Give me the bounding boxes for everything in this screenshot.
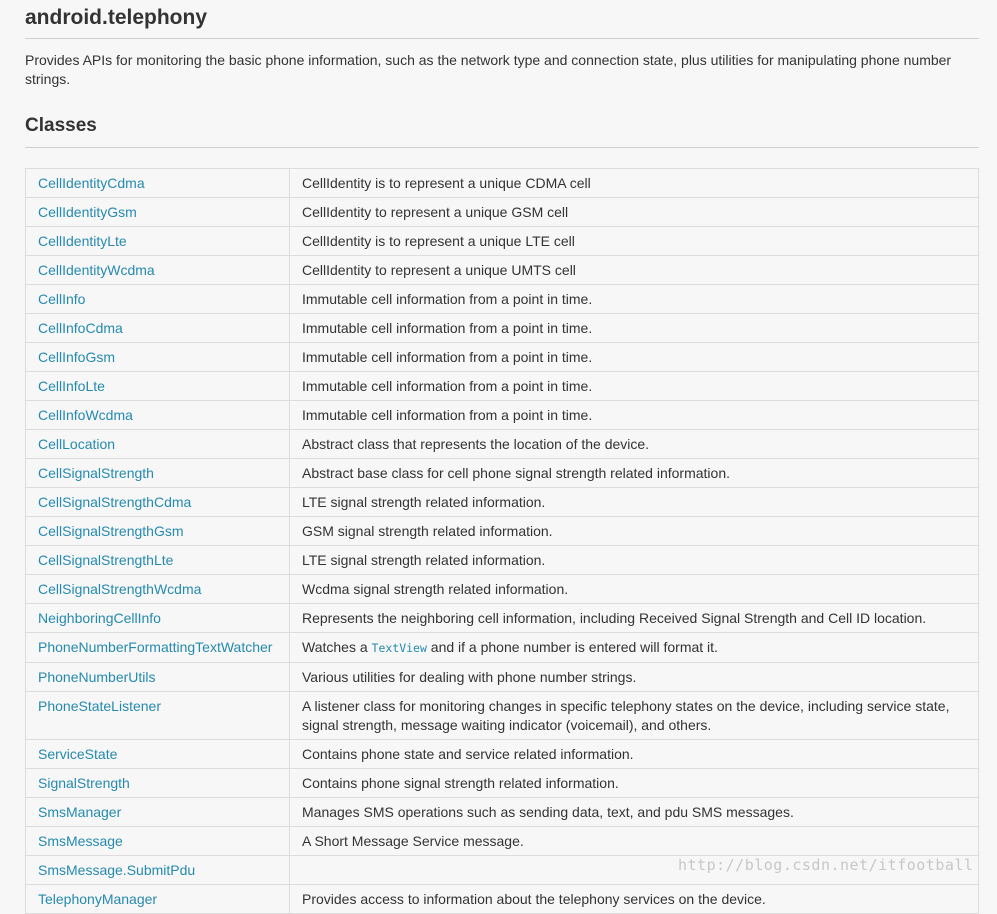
classes-heading: Classes bbox=[25, 115, 979, 148]
class-link[interactable]: ServiceState bbox=[38, 746, 118, 762]
table-row bbox=[26, 343, 979, 372]
table-row bbox=[26, 198, 979, 227]
class-name-cell bbox=[26, 430, 290, 459]
class-description: Immutable cell information from a point in time. bbox=[290, 343, 979, 372]
class-description: CellIdentity is to represent a unique LTE cell bbox=[290, 227, 979, 256]
classes-table-body bbox=[26, 169, 979, 914]
class-link[interactable]: CellSignalStrength bbox=[38, 465, 154, 481]
class-link[interactable]: CellIdentityLte bbox=[38, 233, 127, 249]
class-description: Immutable cell information from a point in time. bbox=[290, 314, 979, 343]
class-description: Abstract base class for cell phone signal strength related information. bbox=[290, 459, 979, 488]
table-row bbox=[26, 285, 979, 314]
class-name-cell bbox=[26, 372, 290, 401]
table-row bbox=[26, 692, 979, 740]
class-link[interactable]: CellSignalStrengthLte bbox=[38, 552, 174, 568]
class-name-cell bbox=[26, 256, 290, 285]
class-link[interactable]: CellInfoGsm bbox=[38, 349, 116, 365]
class-link[interactable]: CellLocation bbox=[38, 436, 116, 452]
description-text: Watches a bbox=[302, 639, 372, 655]
class-name-cell bbox=[26, 546, 290, 575]
watermark: http://blog.csdn.net/itfootball bbox=[678, 856, 974, 874]
class-description: Manages SMS operations such as sending data, text, and pdu SMS messages. bbox=[290, 798, 979, 827]
class-name-cell bbox=[26, 343, 290, 372]
class-link[interactable]: PhoneNumberFormattingTextWatcher bbox=[38, 639, 273, 655]
class-description: LTE signal strength related information. bbox=[290, 546, 979, 575]
class-name-cell bbox=[26, 314, 290, 343]
table-row bbox=[26, 488, 979, 517]
table-row bbox=[26, 314, 979, 343]
class-name-cell bbox=[26, 885, 290, 914]
class-description: A Short Message Service message. bbox=[290, 827, 979, 856]
class-name-cell bbox=[26, 692, 290, 740]
class-description: Contains phone signal strength related information. bbox=[290, 769, 979, 798]
class-name-cell bbox=[26, 169, 290, 198]
class-name-cell bbox=[26, 198, 290, 227]
class-link[interactable]: CellIdentityGsm bbox=[38, 204, 137, 220]
class-name-cell bbox=[26, 285, 290, 314]
class-description: A listener class for monitoring changes in specific telephony states on the device, including service state, signal strength, message waiting indicator (voicemail), and others. bbox=[290, 692, 979, 740]
table-row bbox=[26, 885, 979, 914]
class-link[interactable]: CellSignalStrengthWcdma bbox=[38, 581, 202, 597]
description-text: and if a phone number is entered will format it. bbox=[426, 639, 718, 655]
table-row bbox=[26, 827, 979, 856]
class-name-cell bbox=[26, 604, 290, 633]
class-link[interactable]: CellIdentityCdma bbox=[38, 175, 145, 191]
class-description: Provides access to information about the telephony services on the device. bbox=[290, 885, 979, 914]
class-description: Immutable cell information from a point in time. bbox=[290, 285, 979, 314]
class-link[interactable]: PhoneStateListener bbox=[38, 698, 161, 714]
class-link[interactable]: CellInfoWcdma bbox=[38, 407, 133, 423]
class-description: CellIdentity to represent a unique UMTS cell bbox=[290, 256, 979, 285]
package-title: android.telephony bbox=[25, 0, 979, 39]
class-name-cell bbox=[26, 663, 290, 692]
class-description: CellIdentity to represent a unique GSM cell bbox=[290, 198, 979, 227]
table-row bbox=[26, 401, 979, 430]
table-row bbox=[26, 372, 979, 401]
class-description: Immutable cell information from a point in time. bbox=[290, 401, 979, 430]
table-row bbox=[26, 798, 979, 827]
table-row bbox=[26, 604, 979, 633]
class-name-cell bbox=[26, 488, 290, 517]
class-description: LTE signal strength related information. bbox=[290, 488, 979, 517]
class-link[interactable]: TelephonyManager bbox=[38, 891, 158, 907]
table-row bbox=[26, 459, 979, 488]
class-description bbox=[290, 633, 979, 663]
class-name-cell bbox=[26, 227, 290, 256]
package-page bbox=[25, 0, 979, 914]
class-description: Abstract class that represents the location of the device. bbox=[290, 430, 979, 459]
table-row bbox=[26, 546, 979, 575]
class-description: Various utilities for dealing with phone number strings. bbox=[290, 663, 979, 692]
class-link[interactable]: SmsManager bbox=[38, 804, 122, 820]
table-row bbox=[26, 256, 979, 285]
table-row bbox=[26, 740, 979, 769]
class-name-cell bbox=[26, 798, 290, 827]
classes-table bbox=[25, 168, 979, 914]
class-description: Represents the neighboring cell information, including Received Signal Strength and Cell ID location. bbox=[290, 604, 979, 633]
class-link[interactable]: CellInfoCdma bbox=[38, 320, 123, 336]
class-description: Contains phone state and service related information. bbox=[290, 740, 979, 769]
class-name-cell bbox=[26, 769, 290, 798]
class-name-cell bbox=[26, 827, 290, 856]
class-description: Immutable cell information from a point in time. bbox=[290, 372, 979, 401]
class-description: CellIdentity is to represent a unique CDMA cell bbox=[290, 169, 979, 198]
class-name-cell bbox=[26, 459, 290, 488]
class-link[interactable]: SmsMessage.SubmitPdu bbox=[38, 862, 196, 878]
table-row bbox=[26, 430, 979, 459]
class-link[interactable]: PhoneNumberUtils bbox=[38, 669, 156, 685]
table-row bbox=[26, 633, 979, 663]
class-description: Wcdma signal strength related information. bbox=[290, 575, 979, 604]
table-row bbox=[26, 169, 979, 198]
table-row bbox=[26, 663, 979, 692]
class-name-cell bbox=[26, 633, 290, 663]
class-link[interactable]: CellIdentityWcdma bbox=[38, 262, 155, 278]
class-name-cell bbox=[26, 517, 290, 546]
class-description: GSM signal strength related information. bbox=[290, 517, 979, 546]
class-link[interactable]: CellSignalStrengthCdma bbox=[38, 494, 192, 510]
class-link[interactable]: CellInfoLte bbox=[38, 378, 105, 394]
package-description: Provides APIs for monitoring the basic phone information, such as the network type and connection state, plus utilities for manipulating phone number strings. bbox=[25, 52, 952, 87]
table-row bbox=[26, 227, 979, 256]
table-row bbox=[26, 769, 979, 798]
code-reference-link[interactable]: TextView bbox=[371, 641, 427, 655]
class-link[interactable]: SignalStrength bbox=[38, 775, 130, 791]
class-link[interactable]: SmsMessage bbox=[38, 833, 123, 849]
table-row bbox=[26, 575, 979, 604]
class-name-cell bbox=[26, 740, 290, 769]
class-link[interactable]: CellInfo bbox=[38, 291, 86, 307]
class-name-cell bbox=[26, 575, 290, 604]
class-link[interactable]: NeighboringCellInfo bbox=[38, 610, 161, 626]
class-name-cell bbox=[26, 401, 290, 430]
class-link[interactable]: CellSignalStrengthGsm bbox=[38, 523, 184, 539]
class-name-cell bbox=[26, 856, 290, 885]
table-row bbox=[26, 517, 979, 546]
